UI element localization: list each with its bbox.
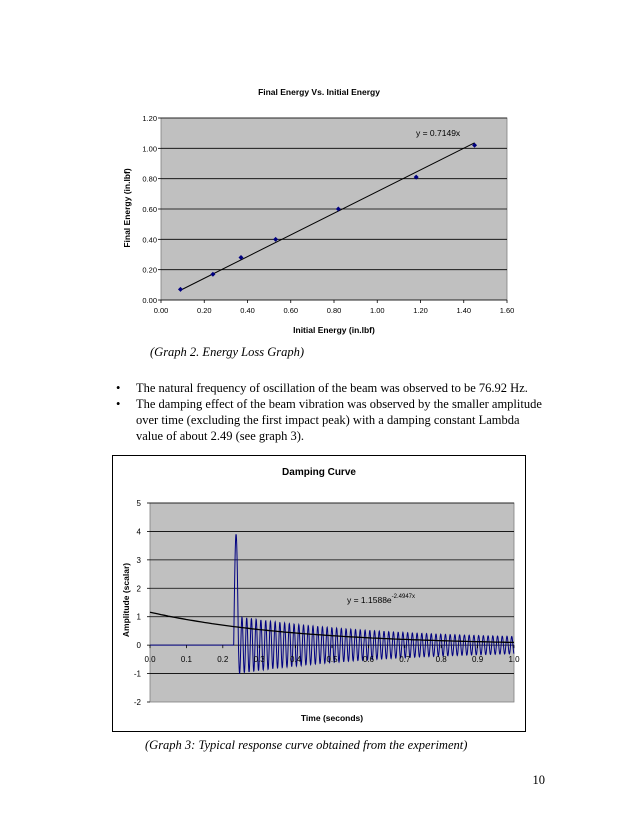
x-tick-label: 0.20 (196, 306, 212, 315)
y-tick-label: 1.20 (142, 114, 157, 123)
x-tick-label: 0.8 (435, 655, 447, 665)
damping-curve-chart (112, 455, 526, 732)
graph3-caption: (Graph 3: Typical response curve obtained from the experiment) (145, 738, 468, 752)
graph2-caption: (Graph 2. Energy Loss Graph) (150, 345, 305, 359)
x-tick-label: 0.9 (472, 655, 484, 665)
energy-loss-chart (112, 76, 526, 338)
x-tick-label: 0.00 (153, 306, 169, 315)
y-tick-label: 1.00 (142, 144, 157, 154)
y-tick-label: 2 (136, 584, 141, 594)
trendline-equation: y = 0.7149x (416, 128, 461, 138)
x-tick-label: 0.7 (399, 655, 411, 665)
y-tick-label: 0.20 (142, 265, 157, 275)
y-tick-label: 0 (136, 641, 141, 651)
y-axis-label: Final Energy (in.lbf) (122, 168, 132, 248)
x-tick-label: 1.0 (508, 655, 520, 665)
x-tick-label: 1.60 (499, 306, 515, 315)
y-tick-label: 3 (136, 555, 141, 565)
x-tick-label: 1.20 (413, 306, 428, 315)
bullet-damping-effect: • The damping effect of the beam vibration was observed by the smaller amplitude over time (excluding the first impact peak) with a damping constant Lambda value of about 2.49 (see graph 3). (112, 396, 542, 444)
x-tick-label: 1.40 (456, 306, 472, 315)
y-axis-label: Amplitude (scalar) (121, 562, 131, 638)
y-tick-label: 5 (136, 499, 141, 508)
x-tick-label: 0.4 (290, 655, 302, 665)
energy-loss-chart-svg (112, 76, 526, 338)
x-tick-label: 0.1 (180, 655, 192, 665)
x-tick-label: 0.60 (283, 306, 299, 315)
y-tick-label: 0.00 (142, 296, 157, 305)
x-tick-label: 0.6 (362, 655, 374, 665)
damping-curve-chart-svg (113, 456, 525, 731)
page-number: 10 (532, 773, 545, 787)
y-tick-label: 1 (136, 612, 141, 622)
y-tick-label: 0.80 (142, 174, 157, 184)
bullet-natural-frequency: • The natural frequency of oscillation of the beam was observed to be 76.92 Hz. (112, 380, 542, 396)
fit-equation-exponent: -2.4947x (391, 594, 416, 600)
x-tick-label: 0.0 (144, 655, 156, 665)
y-tick-label: 0.40 (142, 235, 157, 245)
y-tick-label: 0.60 (142, 205, 157, 214)
observations-list (112, 380, 542, 444)
x-tick-label: 0.80 (326, 306, 342, 315)
y-tick-label: -2 (133, 698, 141, 707)
x-tick-label: 0.2 (217, 655, 229, 665)
y-tick-label: 4 (136, 527, 141, 537)
x-tick-label: 0.3 (253, 655, 265, 665)
chart-title: Final Energy Vs. Initial Energy (258, 87, 380, 97)
x-tick-label: 1.00 (369, 306, 385, 315)
y-tick-label: -1 (133, 669, 141, 679)
plot-area (150, 503, 514, 702)
x-axis-label: Time (seconds) (300, 713, 364, 723)
x-axis-label: Initial Energy (in.lbf) (293, 325, 375, 335)
x-tick-label: 0.40 (240, 306, 255, 315)
fit-equation-main: y = 1.1588e (347, 595, 392, 605)
x-tick-label: 0.5 (326, 655, 338, 665)
chart-title: Damping Curve (282, 467, 356, 478)
